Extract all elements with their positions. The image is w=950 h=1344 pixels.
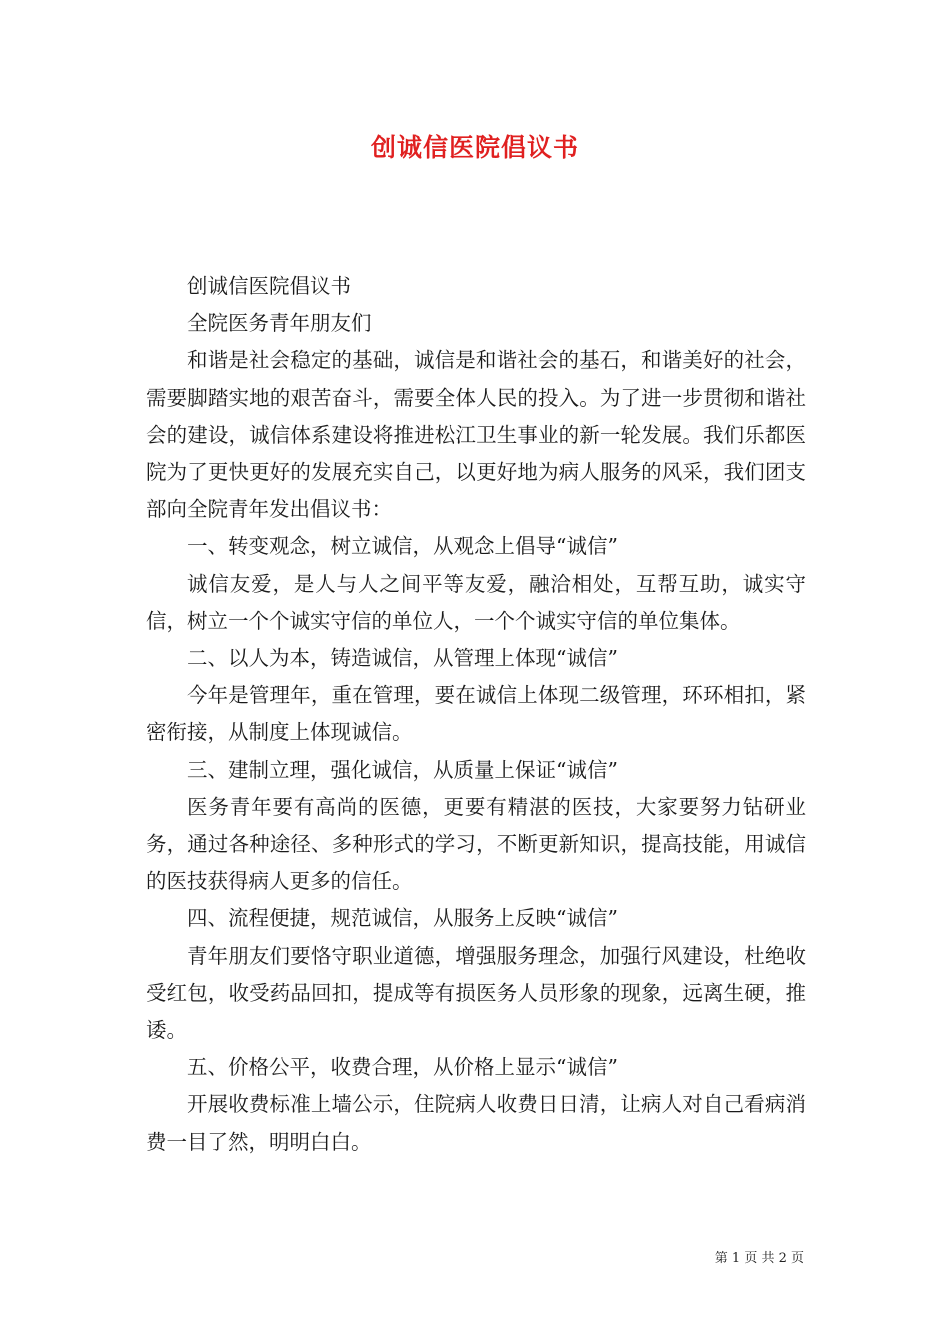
- body-paragraph: 全院医务青年朋友们: [187, 311, 372, 336]
- section-heading: 三、建制立理，强化诚信，从质量上保证“诚信”: [187, 757, 618, 782]
- body-paragraph: 青年朋友们要恪守职业道德，增强服务理念，加强行风建设，杜绝收受红包，收受药品回扣，提成等有损医务人员形象的现象，远离生硬，推诿。: [146, 943, 806, 1043]
- section-heading: 五、价格公平，收费合理，从价格上显示“诚信”: [187, 1055, 618, 1080]
- body-paragraph: 开展收费标准上墙公示，住院病人收费日日清，让病人对自己看病消费一目了然，明明白白。: [146, 1092, 806, 1154]
- body-paragraph: 诚信友爱，是人与人之间平等友爱，融洽相处，互帮互助，诚实守信，树立一个个诚实守信的单位人，一个个诚实守信的单位集体。: [146, 571, 806, 633]
- body-paragraph: 今年是管理年，重在管理，要在诚信上体现二级管理，环环相扣，紧密衔接，从制度上体现诚信。: [146, 683, 806, 745]
- section-heading: 四、流程便捷，规范诚信，从服务上反映“诚信”: [187, 906, 618, 931]
- body-paragraph: 创诚信医院倡议书: [187, 274, 351, 298]
- section-heading: 一、转变观念，树立诚信，从观念上倡导“诚信”: [187, 534, 618, 559]
- document-body: [146, 268, 806, 1161]
- body-paragraph: 医务青年要有高尚的医德，更要有精湛的医技，大家要努力钻研业务，通过各种途径、多种形式的学习，不断更新知识，提高技能，用诚信的医技获得病人更多的信任。: [146, 794, 806, 894]
- body-paragraph: 和谐是社会稳定的基础，诚信是和谐社会的基石，和谐美好的社会，需要脚踏实地的艰苦奋斗，需要全体人民的投入。为了进一步贯彻和谐社会的建设，诚信体系建设将推进松江卫生事业的新一轮发展。我们乐都医院为了更快更好的发展充实自己，以更好地为病人服务的风采，我们团支部向全院青年发出倡议书：: [146, 348, 806, 522]
- section-heading: 二、以人为本，铸造诚信，从管理上体现“诚信”: [187, 646, 618, 671]
- page-footer: 第 1 页 共 2 页: [714, 1251, 804, 1266]
- document-title: 创诚信医院倡议书: [370, 133, 579, 162]
